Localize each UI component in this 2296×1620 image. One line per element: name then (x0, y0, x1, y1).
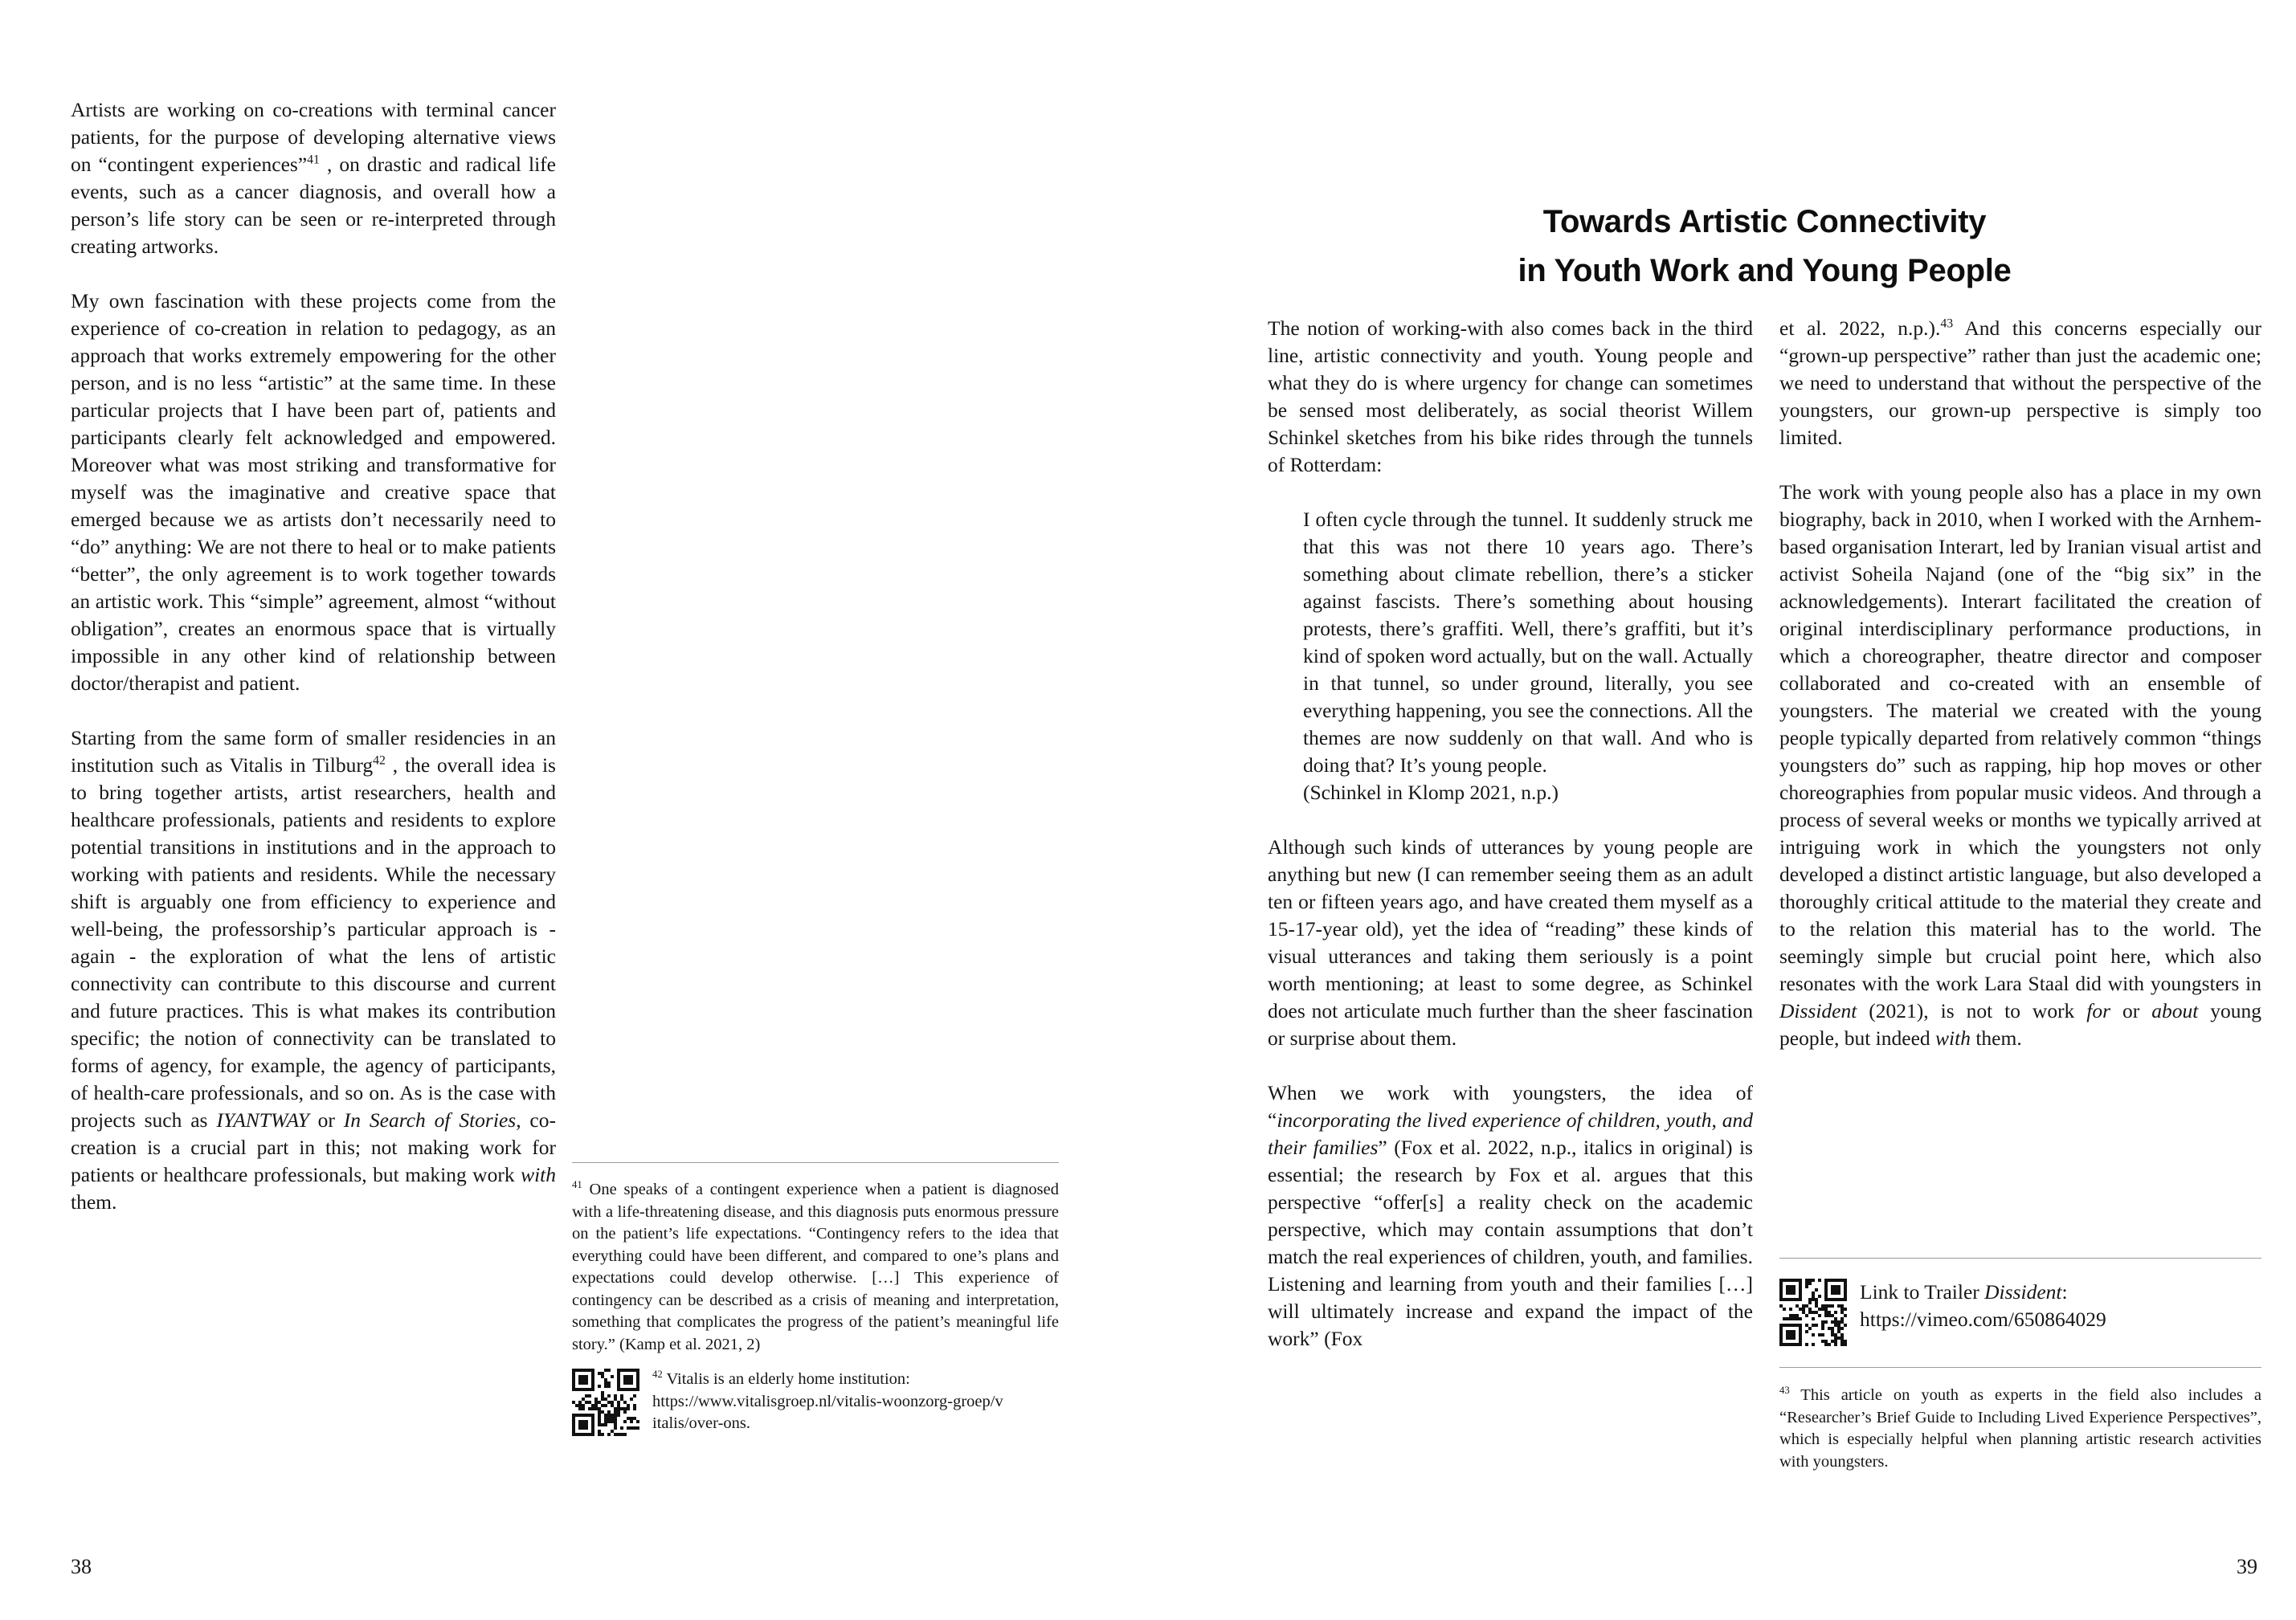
trailer-divider-rule-bottom (1779, 1367, 2261, 1368)
paragraph-lived-experience: When we work with youngsters, the idea of “incorporating the lived experience of children, youth, and their families” (Fox et al. 2022, n.p., italics in original) is essential; the research by Fox et al. argues that this perspective “offer[s] a reality check on the academic perspective, which may contain assumptions that don’t match the real experiences of children, youth, and families. Listening and learning from youth and their families […] will ultimately increase and expand the impact of the work” (Fox (1268, 1081, 1753, 1350)
chapter-title-line1: Towards Artistic Connectivity (1542, 204, 1987, 239)
footnotes-block (572, 1179, 1059, 1436)
right-page-column-1 (1268, 315, 1753, 1380)
block-quote-text: I often cycle through the tunnel. It suddenly struck me that this was not there 10 years ago. There’s something about climate rebellion, there’s a sticker against fascists. There’s something about housing protests, there’s graffiti. Well, there’s graffiti, but it’s kind of spoken word actually, but on the wall. Actually in that tunnel, so under ground, literally, you see everything happening, you see the connections. All the themes are now suddenly on that wall. And who is doing that? It’s young people. (1303, 508, 1753, 777)
paragraph-own-fascination: My own fascination with these projects come from the experience of co-creation in relation to pedagogy, as an approach that works extremely empowering for the other person, and is no less “artistic” at the same time. In these particular projects that I have been part of, patients and participants clearly felt acknowledged and empowered. Moreover what was most striking and transformative for myself was the imaginative and creative space that emerged because we as artists don’t necessarily need to “do” anything: We are not there to heal or to make patients “better”, the only agreement is to work together towards an artistic work. This “simple” agreement, almost “without obligation”, creates an enormous space that is virtually impossible in any other kind of relationship between doctor/therapist and patient. (71, 289, 556, 695)
footnote-42-text-block (652, 1369, 1006, 1435)
trailer-label: Link to Trailer Dissident: (1860, 1280, 2068, 1304)
paragraph-interart-biography: The work with young people also has a place in my own biography, back in 2010, when I worked with the Arnhem-based organisation Interart, led by Iranian visual artist and activist Soheila Najand (one of the “big six” in the acknowledgements). Interart facilitated the creation of original interdisciplinary performance productions, in which a choreographer, theatre director and composer collaborated and co-created with an ensemble of youngsters. The material we created with the young people typically departed from relatively common “things youngsters do” such as rapping, hip hop moves or other choreographies from popular music videos. And through a process of several weeks or months we typically arrived at intriguing work in which the youngsters not only developed a distinct artistic language, but also developed a thoroughly critical attitude to the material they create and to the relation this material has to the world. The seemingly simple but crucial point here, which also resonates with the work Lara Staal did with youngsters in Dissident (2021), is not to work for or about young people, but indeed with them. (1779, 480, 2262, 1050)
chapter-title (1268, 198, 2261, 296)
trailer-divider-rule-top (1779, 1258, 2261, 1259)
schinkel-block-quote (1303, 506, 1753, 806)
paragraph-artists-cocreations: Artists are working on co-creations with terminal cancer patients, for the purpose of developing alternative views on “contingent experiences”$^{41}$ , on drastic and radical life events, such as a cancer diagnosis, and overall how a person’s life story can be seen or re-interpreted through creating artworks. (71, 98, 556, 258)
trailer-url-link[interactable]: https://vimeo.com/650864029 (1860, 1308, 2106, 1331)
footnote-42-text: $^{42}$ Vitalis is an elderly home institution: (652, 1369, 910, 1388)
trailer-link-block (1779, 1279, 2261, 1346)
footnote-42-url-link[interactable]: https://www.vitalisgroep.nl/vitalis-woonzorg-groep/vitalis/over-ons. (652, 1392, 1003, 1432)
paragraph-grownup-perspective: et al. 2022, n.p.).$^{43}$ And this concerns especially our “grown-up perspective” rather than just the academic one; we need to understand that without the perspective of the youngsters, our grown-up perspective is simply too limited. (1779, 316, 2261, 449)
page-number-right: 39 (2237, 1555, 2257, 1578)
trailer-text-block (1860, 1279, 2106, 1333)
qr-code-icon (1779, 1279, 1847, 1346)
left-page-text-column (71, 96, 556, 1243)
footnote-41: $^{41}$ One speaks of a contingent experience when a patient is diagnosed with a life-threatening disease, and this diagnosis puts enormous pressure on the patient’s life expectations. “Contingency refers to the idea that everything could have been different, and compared to one’s plans and expectations could develop otherwise. […] This experience of contingency can be described as a crisis of meaning and interpretation, something that complicates the progress of the patient’s meaningful life story.” (Kamp et al. 2021, 2) (572, 1179, 1059, 1353)
block-quote-citation: (Schinkel in Klomp 2021, n.p.) (1303, 781, 1559, 804)
right-page-column-2 (1779, 315, 2261, 1079)
footnote-43: $^{43}$ This article on youth as experts in the field also includes a “Researcher’s Brief Guide to Including Lived Experience Perspectives”, which is especially helpful when planning artistic research activities with youngsters. (1779, 1385, 2261, 1471)
page-number-left: 38 (71, 1555, 92, 1578)
paragraph-working-with: The notion of working-with also comes back in the third line, artistic connectivity and youth. Young people and what they do is where urgency for change can sometimes be sensed most deliberately, as social theorist Willem Schinkel sketches from his bike rides through the tunnels of Rotterdam: (1268, 316, 1753, 476)
paragraph-utterances: Although such kinds of utterances by young people are anything but new (I can remember seeing them as an adult ten or fifteen years ago, and have created them myself as a 15-17-year old), yet the idea of “reading” these kinds of visual utterances and taking them seriously is a point worth mentioning; at least to some degree, as Schinkel does not articulate much further than the sheer fascination or surprise about them. (1268, 835, 1753, 1050)
qr-code-icon (572, 1369, 639, 1436)
footnote-divider-rule (572, 1162, 1059, 1163)
chapter-title-line2: in Youth Work and Young People (1518, 253, 2012, 288)
footnote-42 (572, 1369, 1059, 1436)
paragraph-vitalis-residencies: Starting from the same form of smaller residencies in an institution such as Vitalis in Tilburg$^{42}$ , the overall idea is to bring together artists, artist researchers, health and healthcare professionals, patients and residents to explore potential transitions in institutions and in the approach to working with patients and residents. While the necessary shift is arguably one from efficiency to experience and well-being, the professorship’s particular approach is - again - the exploration of what the lens of artistic connectivity can contribute to this discourse and current and future practices. This is what makes its contribution specific; the notion of connectivity can be translated to forms of agency, for example, the agency of participants, of health-care professionals, and so on. As is the case with projects such as IYANTWAY or In Search of Stories, co-creation is a crucial part in this; not making work for patients or healthcare professionals, but making work with them. (71, 726, 556, 1214)
